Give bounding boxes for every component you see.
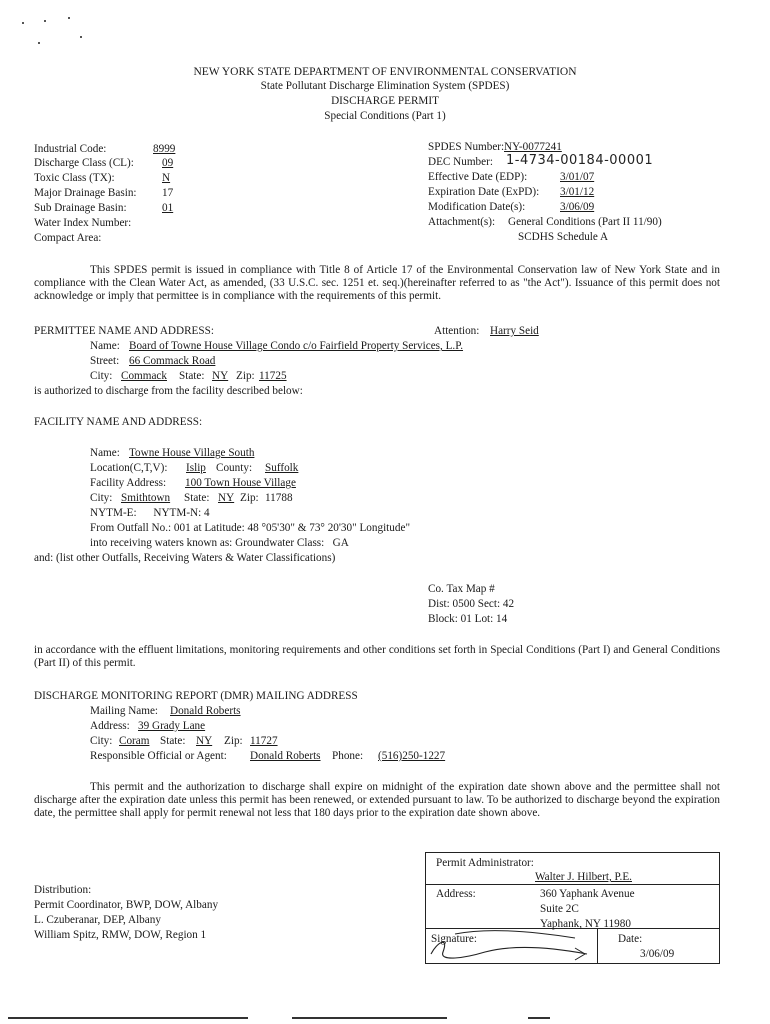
- permittee-zip-label: Zip:: [236, 370, 255, 382]
- spdes-label: SPDES Number:: [428, 141, 505, 153]
- compact-area-label: Compact Area:: [34, 232, 102, 244]
- header-system: State Pollutant Discharge Elimination System (SPDES): [260, 80, 510, 92]
- major-basin-label: Major Drainage Basin:: [34, 187, 137, 199]
- attach-general: General Conditions (Part II 11/90): [508, 216, 662, 228]
- dmr-phone-label: Phone:: [332, 750, 364, 762]
- dmr-state-label: State:: [160, 735, 186, 747]
- toxic-class-label: Toxic Class (TX):: [34, 172, 115, 184]
- permittee-heading: PERMITTEE NAME AND ADDRESS:: [34, 325, 214, 337]
- edp-label: Effective Date (EDP):: [428, 171, 528, 183]
- dmr-state: NY: [196, 735, 213, 747]
- scan-edge: [528, 1017, 550, 1019]
- dmr-zip: 11727: [250, 735, 278, 747]
- distribution-line-1: Permit Coordinator, BWP, DOW, Albany: [34, 899, 219, 911]
- header-title: DISCHARGE PERMIT: [331, 95, 439, 107]
- permittee-name: Board of Towne House Village Condo c/o Fairfield Property Services, L.P.: [129, 340, 464, 352]
- dmr-mailing-name: Donald Roberts: [170, 705, 241, 717]
- permittee-street: 66 Commack Road: [129, 355, 216, 367]
- date-label: Date:: [618, 933, 643, 945]
- accordance-paragraph: in accordance with the effluent limitations, monitoring requirements and other conditions set forth in Special Conditions (Part I) and General Conditions (Part II) of this permit.: [34, 644, 720, 669]
- admin-address-1: 360 Yaphank Avenue: [540, 888, 635, 900]
- tax-map-block: Block: 01 Lot: 14: [428, 613, 508, 625]
- expiration-paragraph: This permit and the authorization to discharge shall expire on midnight of the expiration date shown above and the permittee shall not discharge after the expiration date unless this permit has been renewed, or extended pursuant to law. To be authorized to discharge beyond the expiration date, the permittee shall apply for permit renewal not less that 180 days prior to the expiration date shown above.: [34, 781, 720, 819]
- admin-name: Walter J. Hilbert, P.E.: [535, 871, 632, 883]
- spdes-number: NY-0077241: [504, 141, 562, 153]
- permittee-street-label: Street:: [90, 355, 120, 367]
- facility-county: Suffolk: [265, 462, 299, 474]
- industrial-code-value: 8999: [153, 143, 176, 155]
- attach-scdhs: SCDHS Schedule A: [518, 231, 609, 243]
- facility-city-label: City:: [90, 492, 113, 504]
- signature-date: 3/06/09: [640, 948, 675, 960]
- scan-edge: [292, 1017, 447, 1019]
- other-outfalls-line: and: (list other Outfalls, Receiving Waters & Water Classifications): [34, 552, 336, 564]
- dmr-city: Coram: [119, 735, 150, 747]
- intro-paragraph: This SPDES permit is issued in compliance with Title 8 of Article 17 of the Environmental Conservation law of New York State and in compliance with the Clean Water Act, as amended, (33 U.S.C. sec. 1251 et. seq.)(hereinafter referred to as "the Act"). Issuance of this permit does not acknowledge or imply that permittee is in compliance with the requirements of this permit.: [34, 264, 720, 302]
- dmr-official-label: Responsible Official or Agent:: [90, 750, 227, 762]
- handwritten-signature: [425, 918, 605, 964]
- attach-label: Attachment(s):: [428, 216, 496, 228]
- facility-state-label: State:: [184, 492, 210, 504]
- scan-speck: [80, 36, 82, 38]
- facility-name-label: Name:: [90, 447, 120, 459]
- dmr-heading: DISCHARGE MONITORING REPORT (DMR) MAILING ADDRESS: [34, 690, 358, 702]
- attention-label: Attention:: [434, 325, 480, 337]
- facility-address: 100 Town House Village: [185, 477, 296, 489]
- tax-map-title: Co. Tax Map #: [428, 583, 495, 595]
- authorized-line: is authorized to discharge from the facility described below:: [34, 385, 303, 397]
- dec-number-handwritten: 1-4734-00184-00001: [506, 153, 654, 168]
- dmr-official: Donald Roberts: [250, 750, 321, 762]
- dmr-address: 39 Grady Lane: [138, 720, 206, 732]
- mod-label: Modification Date(s):: [428, 201, 526, 213]
- discharge-class-label: Discharge Class (CL):: [34, 157, 134, 169]
- toxic-class-value: N: [162, 172, 171, 184]
- signature-label: Signature:: [431, 933, 477, 945]
- admin-address-3: Yaphank, NY 11980: [540, 918, 631, 930]
- dmr-zip-label: Zip:: [224, 735, 243, 747]
- facility-county-label: County:: [216, 462, 253, 474]
- major-basin-value: 17: [162, 187, 174, 199]
- tax-map-dist: Dist: 0500 Sect: 42: [428, 598, 515, 610]
- admin-title: Permit Administrator:: [436, 857, 534, 869]
- distribution-line-2: L. Czuberanar, DEP, Albany: [34, 914, 161, 926]
- discharge-class-value: 09: [162, 157, 174, 169]
- dmr-phone: (516)250-1227: [378, 750, 446, 762]
- facility-state: NY: [218, 492, 235, 504]
- outfall-line: From Outfall No.: 001 at Latitude: 48 °05'30" & 73° 20'30" Longitude": [90, 522, 411, 534]
- scan-speck: [68, 17, 70, 19]
- dec-label: DEC Number:: [428, 156, 493, 168]
- facility-zip: 11788: [265, 492, 293, 504]
- scan-speck: [38, 42, 40, 44]
- scan-speck: [22, 22, 24, 24]
- facility-zip-label: Zip:: [240, 492, 259, 504]
- facility-name: Towne House Village South: [129, 447, 255, 459]
- header-part: Special Conditions (Part 1): [324, 110, 446, 122]
- expd-label: Expiration Date (ExPD):: [428, 186, 540, 198]
- admin-address-2: Suite 2C: [540, 903, 579, 915]
- facility-location-label: Location(C,T,V):: [90, 462, 168, 474]
- sub-basin-value: 01: [162, 202, 174, 214]
- dmr-address-label: Address:: [90, 720, 130, 732]
- permittee-name-label: Name:: [90, 340, 120, 352]
- scan-edge: [8, 1017, 248, 1019]
- scan-speck: [44, 20, 46, 22]
- facility-heading: FACILITY NAME AND ADDRESS:: [34, 416, 203, 428]
- admin-box-divider: [425, 884, 719, 885]
- permittee-zip: 11725: [259, 370, 287, 382]
- water-index-label: Water Index Number:: [34, 217, 132, 229]
- header-agency: NEW YORK STATE DEPARTMENT OF ENVIRONMENTAL CONSERVATION: [193, 66, 577, 78]
- receiving-line: into receiving waters known as: Groundwater Class: GA: [90, 537, 349, 549]
- permittee-state-label: State:: [179, 370, 205, 382]
- admin-address-label: Address:: [436, 888, 476, 900]
- distribution-line-3: William Spitz, RMW, DOW, Region 1: [34, 929, 207, 941]
- edp-value: 3/01/07: [560, 171, 595, 183]
- distribution-label: Distribution:: [34, 884, 92, 896]
- industrial-code-label: Industrial Code:: [34, 143, 107, 155]
- permittee-city-label: City:: [90, 370, 113, 382]
- nytm-line: NYTM-E: NYTM-N: 4: [90, 507, 210, 519]
- sub-basin-label: Sub Drainage Basin:: [34, 202, 127, 214]
- facility-location: Islip: [186, 462, 206, 474]
- dmr-mailing-label: Mailing Name:: [90, 705, 159, 717]
- attention-value: Harry Seid: [490, 325, 539, 337]
- facility-city: Smithtown: [121, 492, 171, 504]
- permittee-state: NY: [212, 370, 229, 382]
- facility-address-label: Facility Address:: [90, 477, 167, 489]
- mod-value: 3/06/09: [560, 201, 595, 213]
- dmr-city-label: City:: [90, 735, 113, 747]
- permittee-city: Commack: [121, 370, 167, 382]
- expd-value: 3/01/12: [560, 186, 595, 198]
